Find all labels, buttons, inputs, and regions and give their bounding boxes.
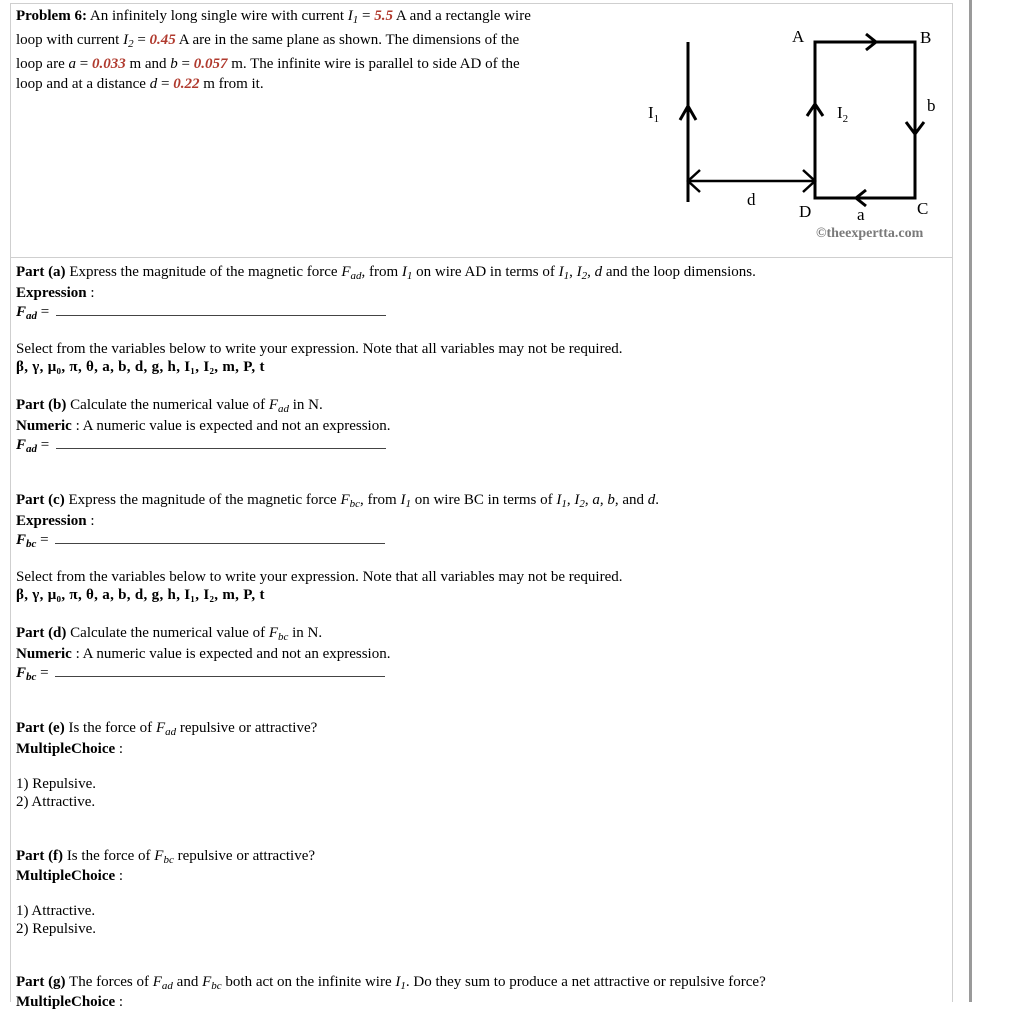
answer-sub: ad <box>26 443 38 455</box>
q-text: , from <box>360 492 401 508</box>
q-var: F <box>152 974 162 990</box>
answer-eq: = <box>37 304 53 320</box>
stmt-text: loop and at a distance <box>16 76 150 92</box>
part-a-vars-instruction: Select from the variables below to write your expression. Note that all variables may not be required. <box>16 341 623 357</box>
value-i1: 5.5 <box>374 8 393 24</box>
part-b-answer <box>16 435 386 459</box>
q-text: Express the magnitude of the magnetic force <box>64 492 341 508</box>
type-colon: : <box>115 741 124 757</box>
part-f-type <box>16 866 123 886</box>
stmt-var: I <box>347 8 353 24</box>
q-sub: 2 <box>579 498 585 510</box>
stmt-text: A are in the same plane as shown. The dimensions of the <box>175 32 520 48</box>
q-text: , <box>587 264 595 280</box>
q-var: F <box>340 492 350 508</box>
part-label: Part (c) <box>16 492 65 508</box>
stmt-eq: = <box>358 8 375 24</box>
q-text: , <box>599 492 608 508</box>
q-var: I <box>574 492 580 508</box>
part-label: Part (g) <box>16 974 66 990</box>
q-text: repulsive or attractive? <box>176 720 318 736</box>
q-text: Express the magnitude of the magnetic force <box>65 264 342 280</box>
value-b: 0.057 <box>193 56 228 72</box>
type-colon: : <box>115 994 124 1010</box>
q-sub: bc <box>211 980 222 992</box>
part-c-question <box>16 490 659 514</box>
label-C: C <box>917 199 929 218</box>
choice-option[interactable]: 2) Repulsive. <box>16 921 96 937</box>
answer-type: Expression <box>16 513 87 529</box>
stmt-text: m from it. <box>199 76 264 92</box>
window-scrollbar-edge[interactable] <box>969 0 972 1002</box>
stmt-sub: 1 <box>352 14 359 26</box>
label-B: B <box>920 28 932 47</box>
q-var: a <box>592 492 600 508</box>
content-border-left <box>10 257 11 1002</box>
q-text: Calculate the numerical value of <box>66 625 269 641</box>
type-colon: : <box>86 285 95 301</box>
answer-var: F <box>16 665 27 681</box>
q-text: repulsive or attractive? <box>173 848 316 864</box>
q-sub: ad <box>161 980 173 992</box>
answer-eq: = <box>36 665 53 681</box>
part-a-vars-list: β, γ, μ₀, π, θ, a, b, d, g, h, I₁, I₂, m, P, t <box>16 359 265 375</box>
answer-blank-b[interactable] <box>56 438 386 449</box>
q-text: in N. <box>289 397 323 413</box>
q-var: d <box>594 264 603 280</box>
answer-blank-c[interactable] <box>55 533 385 544</box>
answer-sub: ad <box>26 310 38 322</box>
part-label: Part (d) <box>16 625 67 641</box>
q-sub: ad <box>278 403 289 415</box>
q-var: I <box>558 264 564 280</box>
part-label: Part (e) <box>16 720 65 736</box>
type-colon: : <box>86 513 95 529</box>
q-var: I <box>556 492 562 508</box>
stmt-var: b <box>170 56 178 72</box>
type-note: : A numeric value is expected and not an expression. <box>71 646 391 662</box>
answer-blank-d[interactable] <box>55 666 385 677</box>
part-e-type <box>16 739 123 759</box>
q-var: I <box>395 974 401 990</box>
answer-var: F <box>16 304 27 320</box>
q-text: , <box>569 264 577 280</box>
stmt-text: loop with current <box>16 32 124 48</box>
problem-heading: Problem 6: <box>16 8 87 24</box>
q-var: b <box>607 492 615 508</box>
part-label: Part (a) <box>16 264 66 280</box>
answer-type: MultipleChoice <box>16 994 116 1010</box>
choice-option[interactable]: 1) Repulsive. <box>16 776 96 792</box>
q-text: on wire BC in terms of <box>410 492 557 508</box>
copyright: ©theexpertta.com <box>816 226 924 241</box>
label-b: b <box>927 96 936 115</box>
q-text: on wire AD in terms of <box>412 264 559 280</box>
part-label: Part (b) <box>16 397 67 413</box>
q-text: , from <box>361 264 402 280</box>
part-d-answer <box>16 663 385 687</box>
problem-statement <box>16 6 576 94</box>
q-text: both act on the infinite wire <box>221 974 396 990</box>
part-b-type <box>16 416 390 436</box>
type-colon: : <box>115 868 124 884</box>
part-g-type <box>16 992 123 1012</box>
content-border-right <box>952 257 953 1002</box>
stmt-text: loop are <box>16 56 69 72</box>
stmt-sub: 2 <box>128 38 134 50</box>
q-text: Calculate the numerical value of <box>66 397 269 413</box>
stmt-text: An infinitely long single wire with current <box>89 8 348 24</box>
stmt-text: m. The infinite wire is parallel to side AD of the <box>227 56 520 72</box>
q-var: F <box>341 264 351 280</box>
q-var: F <box>268 397 278 413</box>
part-g-question <box>16 972 766 996</box>
q-sub: bc <box>163 854 174 866</box>
stmt-var: a <box>68 56 76 72</box>
stmt-eq: = <box>157 76 174 92</box>
q-sub: ad <box>165 726 177 738</box>
stmt-eq: = <box>133 32 150 48</box>
label-D: D <box>799 202 812 221</box>
stmt-text: A and a rectangle wire <box>393 8 531 24</box>
q-sub: bc <box>349 498 361 510</box>
circuit-diagram <box>640 20 950 225</box>
part-c-vars-instruction: Select from the variables below to write your expression. Note that all variables may not be required. <box>16 569 623 585</box>
q-text: Is the force of <box>63 848 155 864</box>
choice-option[interactable]: 2) Attractive. <box>16 794 96 810</box>
q-sub: 1 <box>406 270 413 282</box>
wire-loop <box>815 42 915 198</box>
q-text: , and <box>614 492 648 508</box>
q-text: in N. <box>288 625 323 641</box>
stmt-eq: = <box>75 56 92 72</box>
q-sub: 1 <box>563 270 570 282</box>
choice-option[interactable]: 1) Attractive. <box>16 903 96 919</box>
value-a: 0.033 <box>91 56 126 72</box>
value-d: 0.22 <box>173 76 200 92</box>
answer-type: MultipleChoice <box>16 741 116 757</box>
q-text: Is the force of <box>64 720 156 736</box>
part-a-type <box>16 283 95 303</box>
q-text: . <box>655 492 660 508</box>
stmt-var: d <box>149 76 158 92</box>
label-i2: $I_2$ <box>837 103 849 125</box>
answer-eq: = <box>37 437 53 453</box>
q-var: F <box>202 974 212 990</box>
value-i2: 0.45 <box>149 32 176 48</box>
q-text: , <box>566 492 575 508</box>
answer-sub: bc <box>26 671 37 683</box>
divider <box>10 257 953 258</box>
q-text: and <box>172 974 203 990</box>
label-A: A <box>792 27 805 46</box>
part-a-answer <box>16 302 386 326</box>
q-sub: 2 <box>581 270 588 282</box>
answer-type: Numeric <box>16 646 72 662</box>
answer-var: F <box>16 532 27 548</box>
q-text: and the loop dimensions. <box>602 264 756 280</box>
part-label: Part (f) <box>16 848 64 864</box>
answer-type: Expression <box>16 285 87 301</box>
part-c-answer <box>16 530 385 554</box>
stmt-eq: = <box>177 56 194 72</box>
q-var: F <box>268 625 278 641</box>
label-d: d <box>747 190 756 209</box>
answer-blank-a[interactable] <box>56 305 386 316</box>
q-sub: ad <box>350 270 362 282</box>
answer-type: MultipleChoice <box>16 868 116 884</box>
q-var: F <box>155 720 166 736</box>
label-a: a <box>857 205 865 224</box>
q-sub: 1 <box>405 498 411 510</box>
q-sub: bc <box>278 631 289 643</box>
q-text: . Do they sum to produce a net attractive or repulsive force? <box>405 974 766 990</box>
q-var: I <box>576 264 582 280</box>
answer-type: Numeric <box>16 418 72 434</box>
q-sub: 1 <box>561 498 567 510</box>
q-var: I <box>401 264 407 280</box>
q-var: I <box>400 492 406 508</box>
answer-sub: bc <box>26 538 37 550</box>
type-note: : A numeric value is expected and not an expression. <box>71 418 391 434</box>
part-a-question <box>16 262 756 286</box>
stmt-var: I <box>123 32 129 48</box>
label-i1: $I_1$ <box>648 103 660 125</box>
answer-var: F <box>16 437 27 453</box>
q-var: d <box>647 492 656 508</box>
part-d-type <box>16 644 390 664</box>
q-text: , <box>584 492 593 508</box>
part-c-vars-list: β, γ, μ₀, π, θ, a, b, d, g, h, I₁, I₂, m, P, t <box>16 587 265 603</box>
q-sub: 1 <box>400 980 406 992</box>
q-var: F <box>154 848 164 864</box>
part-c-type <box>16 511 95 531</box>
stmt-text: m and <box>125 56 171 72</box>
q-text: The forces of <box>65 974 153 990</box>
answer-eq: = <box>36 532 53 548</box>
